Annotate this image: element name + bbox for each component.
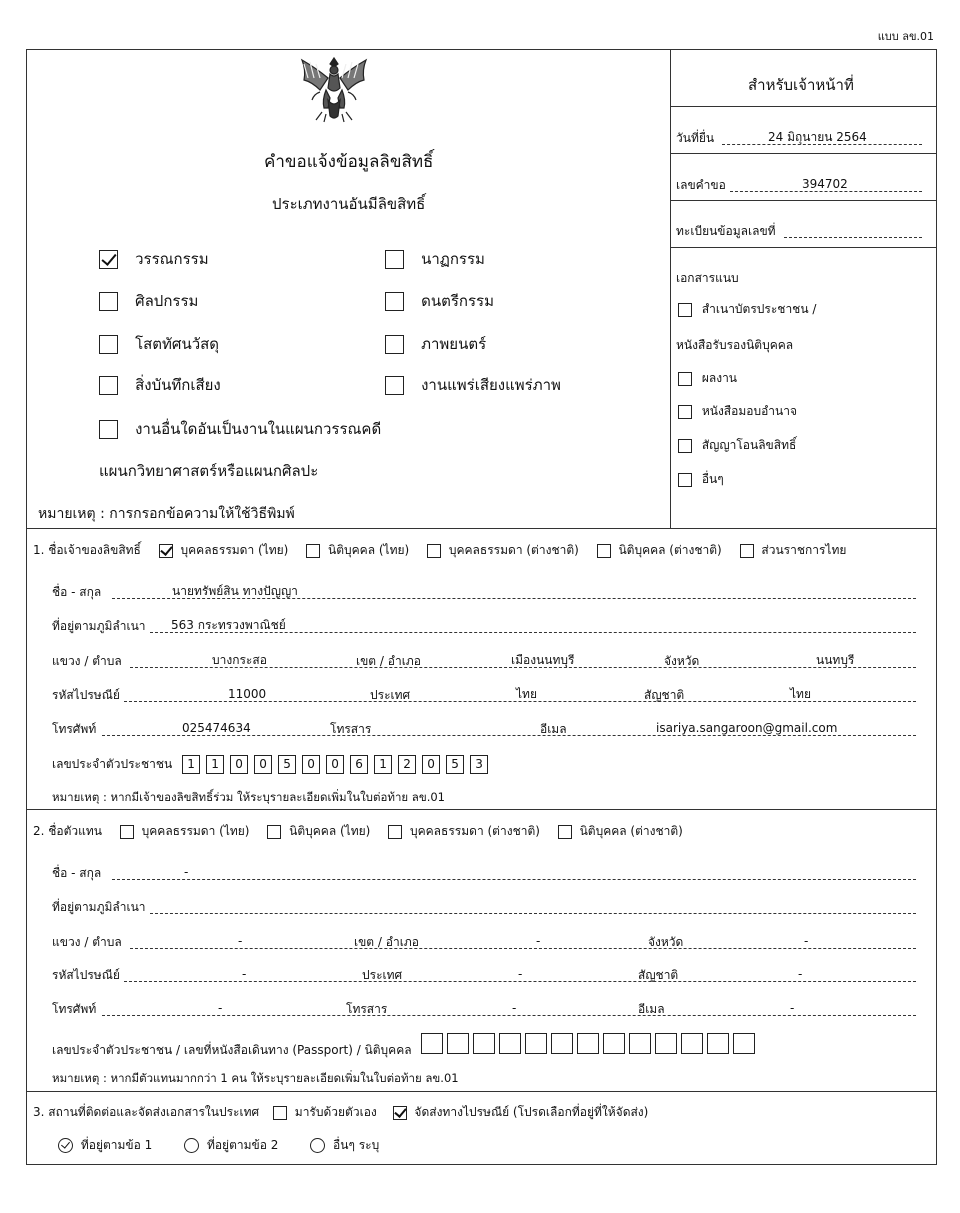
owner-address-value[interactable]: 563 กระทรวงพาณิชย์ <box>171 618 286 632</box>
id-digit-box[interactable]: 1 <box>206 755 224 774</box>
work-type-audiovisual[interactable]: โสตทัศนวัสดุ <box>99 334 219 354</box>
filing-date-label: วันที่ยื่น <box>676 131 715 145</box>
owner-subdistrict-value[interactable]: บางกระสอ <box>212 653 267 667</box>
garuda-emblem-icon <box>296 52 372 124</box>
owner-country-label: ประเทศ <box>370 688 411 702</box>
id-digit-box[interactable]: 0 <box>422 755 440 774</box>
owner-province-label: จังหวัด <box>664 654 700 668</box>
agent-fax-label: โทรสาร <box>346 1002 388 1016</box>
agent-address-label: ที่อยู่ตามภูมิลำเนา <box>52 900 146 914</box>
work-type-sound-recording[interactable]: สิ่งบันทึกเสียง <box>99 375 221 395</box>
contact-heading-row: 3. สถานที่ติดต่อและจัดส่งเอกสารในประเทศ มารับด้วยตัวเอง จัดส่งทางไปรษณีย์ (โปรดเลือกที่อยู่ที่ให้จัดส่ง) <box>33 1105 649 1119</box>
id-digit-box[interactable]: 0 <box>230 755 248 774</box>
form-title: คำขอแจ้งข้อมูลลิขสิทธิ์ <box>264 152 434 172</box>
agent-province-value[interactable]: - <box>804 934 809 948</box>
checkbox-attach-other[interactable] <box>678 473 692 487</box>
checkbox-film[interactable] <box>385 335 404 354</box>
checkbox-owner-thai-juristic[interactable] <box>306 544 320 558</box>
id-digit-box[interactable]: 0 <box>302 755 320 774</box>
section-divider-3 <box>26 1091 937 1092</box>
checkbox-sound-recording[interactable] <box>99 376 118 395</box>
checkbox-dramatic[interactable] <box>385 250 404 269</box>
agent-district-value[interactable]: - <box>536 934 541 948</box>
officer-heading: สำหรับเจ้าหน้าที่ <box>748 76 854 94</box>
id-digit-box[interactable]: 5 <box>446 755 464 774</box>
id-digit-box[interactable] <box>473 1033 495 1054</box>
checkbox-broadcast[interactable] <box>385 376 404 395</box>
id-digit-box[interactable] <box>447 1033 469 1054</box>
agent-note: หมายเหตุ : หากมีตัวแทนมากกว่า 1 คน ให้ระบุรายละเอียดเพิ่มในใบต่อท้าย ลข.01 <box>52 1071 459 1085</box>
checkbox-literature[interactable] <box>99 250 118 269</box>
id-digit-box[interactable]: 1 <box>182 755 200 774</box>
checkbox-agent-foreign-juristic[interactable] <box>558 825 572 839</box>
agent-province-label: จังหวัด <box>648 935 684 949</box>
agent-postal-label: รหัสไปรษณีย์ <box>52 968 120 982</box>
agent-phone-value[interactable]: - <box>218 1001 223 1015</box>
agent-subdistrict-label: แขวง / ตำบล <box>52 935 122 949</box>
attachment-transfer[interactable]: สัญญาโอนลิขสิทธิ์ <box>678 438 796 453</box>
id-digit-box[interactable]: 3 <box>470 755 488 774</box>
id-digit-box[interactable]: 1 <box>374 755 392 774</box>
agent-phone-label: โทรศัพท์ <box>52 1002 97 1016</box>
checkbox-owner-thai-person[interactable] <box>159 544 173 558</box>
owner-id-label: เลขประจำตัวประชาชน <box>52 757 173 771</box>
form-code: แบบ ลข.01 <box>877 30 934 43</box>
checkbox-owner-foreign-person[interactable] <box>427 544 441 558</box>
agent-postal-value[interactable]: - <box>242 967 247 981</box>
section-divider-1 <box>26 528 937 529</box>
work-type-film[interactable]: ภาพยนตร์ <box>385 334 486 354</box>
radio-address-1[interactable] <box>58 1138 73 1153</box>
work-type-broadcast[interactable]: งานแพร่เสียงแพร่ภาพ <box>385 375 561 395</box>
checkbox-owner-foreign-juristic[interactable] <box>597 544 611 558</box>
owner-heading-row: 1. ชื่อเจ้าของลิขสิทธิ์ บุคคลธรรมดา (ไทย) นิติบุคคล (ไทย) บุคคลธรรมดา (ต่างชาติ) นิติบุคคล (ต่างชาติ) ส่วนราชการไทย <box>33 543 847 557</box>
checkbox-musical[interactable] <box>385 292 404 311</box>
agent-id-row <box>52 1033 759 1057</box>
request-no-value[interactable]: 394702 <box>802 177 848 191</box>
checkbox-attach-poa[interactable] <box>678 405 692 419</box>
owner-subdistrict-label: แขวง / ตำบล <box>52 654 122 668</box>
id-digit-box[interactable] <box>499 1033 521 1054</box>
owner-district-label: เขต / อำเภอ <box>356 654 421 668</box>
agent-email-label: อีเมล <box>638 1002 665 1016</box>
owner-phone-value[interactable]: 025474634 <box>182 721 251 735</box>
id-digit-box[interactable] <box>655 1033 677 1054</box>
checkbox-agent-thai-person[interactable] <box>120 825 134 839</box>
id-digit-box[interactable] <box>733 1033 755 1054</box>
owner-nationality-label: สัญชาติ <box>644 688 685 702</box>
attachment-other[interactable]: อื่นๆ <box>678 472 724 487</box>
attachments-label: เอกสารแนบ <box>676 271 739 285</box>
checkbox-agent-foreign-person[interactable] <box>388 825 402 839</box>
owner-address-label: ที่อยู่ตามภูมิลำเนา <box>52 619 146 633</box>
owner-phone-label: โทรศัพท์ <box>52 722 97 736</box>
work-type-dramatic[interactable]: นาฏกรรม <box>385 249 485 269</box>
work-type-other[interactable]: งานอื่นใดอันเป็นงานในแผนกวรรณคดี <box>99 419 381 439</box>
owner-postal-value[interactable]: 11000 <box>228 687 267 701</box>
id-digit-box[interactable] <box>421 1033 443 1054</box>
agent-heading-row: 2. ชื่อตัวแทน บุคคลธรรมดา (ไทย) นิติบุคคล (ไทย) บุคคลธรรมดา (ต่างชาติ) นิติบุคคล (ต่างชาติ) <box>33 824 683 838</box>
attachment-work[interactable]: ผลงาน <box>678 371 737 386</box>
id-digit-box[interactable] <box>629 1033 651 1054</box>
owner-email-label: อีเมล <box>540 722 567 736</box>
agent-country-value[interactable]: - <box>518 967 523 981</box>
id-digit-box[interactable] <box>707 1033 729 1054</box>
agent-name-value[interactable]: - <box>184 865 189 879</box>
id-digit-box[interactable] <box>551 1033 573 1054</box>
checkbox-agent-thai-juristic[interactable] <box>267 825 281 839</box>
checkbox-attach-id[interactable] <box>678 303 692 317</box>
checkbox-audiovisual[interactable] <box>99 335 118 354</box>
id-digit-box[interactable] <box>681 1033 703 1054</box>
contact-heading: 3. สถานที่ติดต่อและจัดส่งเอกสารในประเทศ <box>33 1105 260 1119</box>
owner-province-value[interactable]: นนทบุรี <box>816 653 855 667</box>
checkbox-artistic[interactable] <box>99 292 118 311</box>
id-digit-box[interactable] <box>603 1033 625 1054</box>
checkbox-send-by-post[interactable] <box>393 1106 407 1120</box>
owner-email-value[interactable]: isariya.sangaroon@gmail.com <box>656 721 838 735</box>
agent-subdistrict-value[interactable]: - <box>238 934 243 948</box>
agent-country-label: ประเทศ <box>362 968 403 982</box>
request-no-label: เลขคำขอ <box>676 178 726 192</box>
agent-heading: 2. ชื่อตัวแทน <box>33 824 102 838</box>
id-digit-box[interactable]: 0 <box>254 755 272 774</box>
id-digit-box[interactable]: 0 <box>326 755 344 774</box>
owner-note: หมายเหตุ : หากมีเจ้าของลิขสิทธิ์ร่วม ให้ระบุรายละเอียดเพิ่มในใบต่อท้าย ลข.01 <box>52 790 445 804</box>
work-type-other-line2: แผนกวิทยาศาสตร์หรือแผนกศิลปะ <box>99 462 319 480</box>
officer-divider <box>670 49 671 528</box>
agent-fax-value[interactable]: - <box>512 1001 517 1015</box>
form-subtitle: ประเภทงานอันมีลิขสิทธิ์ <box>272 195 426 213</box>
note-typing: หมายเหตุ : การกรอกข้อความให้ใช้วิธีพิมพ์ <box>38 506 295 522</box>
filing-date-value[interactable]: 24 มิถุนายน 2564 <box>768 130 867 144</box>
owner-name-label: ชื่อ - สกุล <box>52 585 102 599</box>
attachment-id-copy-line2: หนังสือรับรองนิติบุคคล <box>676 338 794 352</box>
id-digit-box[interactable] <box>577 1033 599 1054</box>
checkbox-other-work[interactable] <box>99 420 118 439</box>
checkbox-owner-government[interactable] <box>740 544 754 558</box>
owner-nationality-value[interactable]: ไทย <box>790 687 811 701</box>
checkbox-attach-transfer[interactable] <box>678 439 692 453</box>
form-frame <box>26 49 937 1165</box>
owner-postal-label: รหัสไปรษณีย์ <box>52 688 120 702</box>
owner-id-row <box>52 755 494 774</box>
work-type-artistic[interactable]: ศิลปกรรม <box>99 291 198 311</box>
agent-nationality-value[interactable]: - <box>798 967 803 981</box>
id-digit-box[interactable]: 5 <box>278 755 296 774</box>
checkbox-pickup-self[interactable] <box>273 1106 287 1120</box>
agent-name-label: ชื่อ - สกุล <box>52 866 102 880</box>
agent-district-label: เขต / อำเภอ <box>354 935 419 949</box>
agent-id-label: เลขประจำตัวประชาชน / เลขที่หนังสือเดินทาง (Passport) / นิติบุคคล <box>52 1043 412 1057</box>
agent-id-digits[interactable] <box>421 1043 759 1057</box>
attachment-poa[interactable]: หนังสือมอบอำนาจ <box>678 404 797 419</box>
owner-heading: 1. ชื่อเจ้าของลิขสิทธิ์ <box>33 543 141 557</box>
id-digit-box[interactable] <box>525 1033 547 1054</box>
checkbox-attach-work[interactable] <box>678 372 692 386</box>
id-digit-box[interactable]: 6 <box>350 755 368 774</box>
owner-country-value[interactable]: ไทย <box>516 687 537 701</box>
agent-nationality-label: สัญชาติ <box>638 968 679 982</box>
contact-address-choices: ที่อยู่ตามข้อ 1 ที่อยู่ตามข้อ 2 อื่นๆ ระบุ <box>58 1138 379 1153</box>
section-divider-2 <box>26 809 937 810</box>
work-type-literature[interactable]: วรรณกรรม <box>99 249 209 269</box>
owner-fax-label: โทรสาร <box>330 722 372 736</box>
owner-id-digits[interactable] <box>182 757 494 771</box>
work-type-musical[interactable]: ดนตรีกรรม <box>385 291 494 311</box>
agent-email-value[interactable]: - <box>790 1001 795 1015</box>
radio-address-other[interactable] <box>310 1138 325 1153</box>
id-digit-box[interactable]: 2 <box>398 755 416 774</box>
registration-no-label: ทะเบียนข้อมูลเลขที่ <box>676 224 776 238</box>
owner-district-value[interactable]: เมืองนนทบุรี <box>511 653 575 667</box>
owner-name-value[interactable]: นายทรัพย์สิน ทางปัญญา <box>172 584 298 598</box>
attachment-id-copy[interactable]: สำเนาบัตรประชาชน / <box>678 302 816 317</box>
radio-address-2[interactable] <box>184 1138 199 1153</box>
